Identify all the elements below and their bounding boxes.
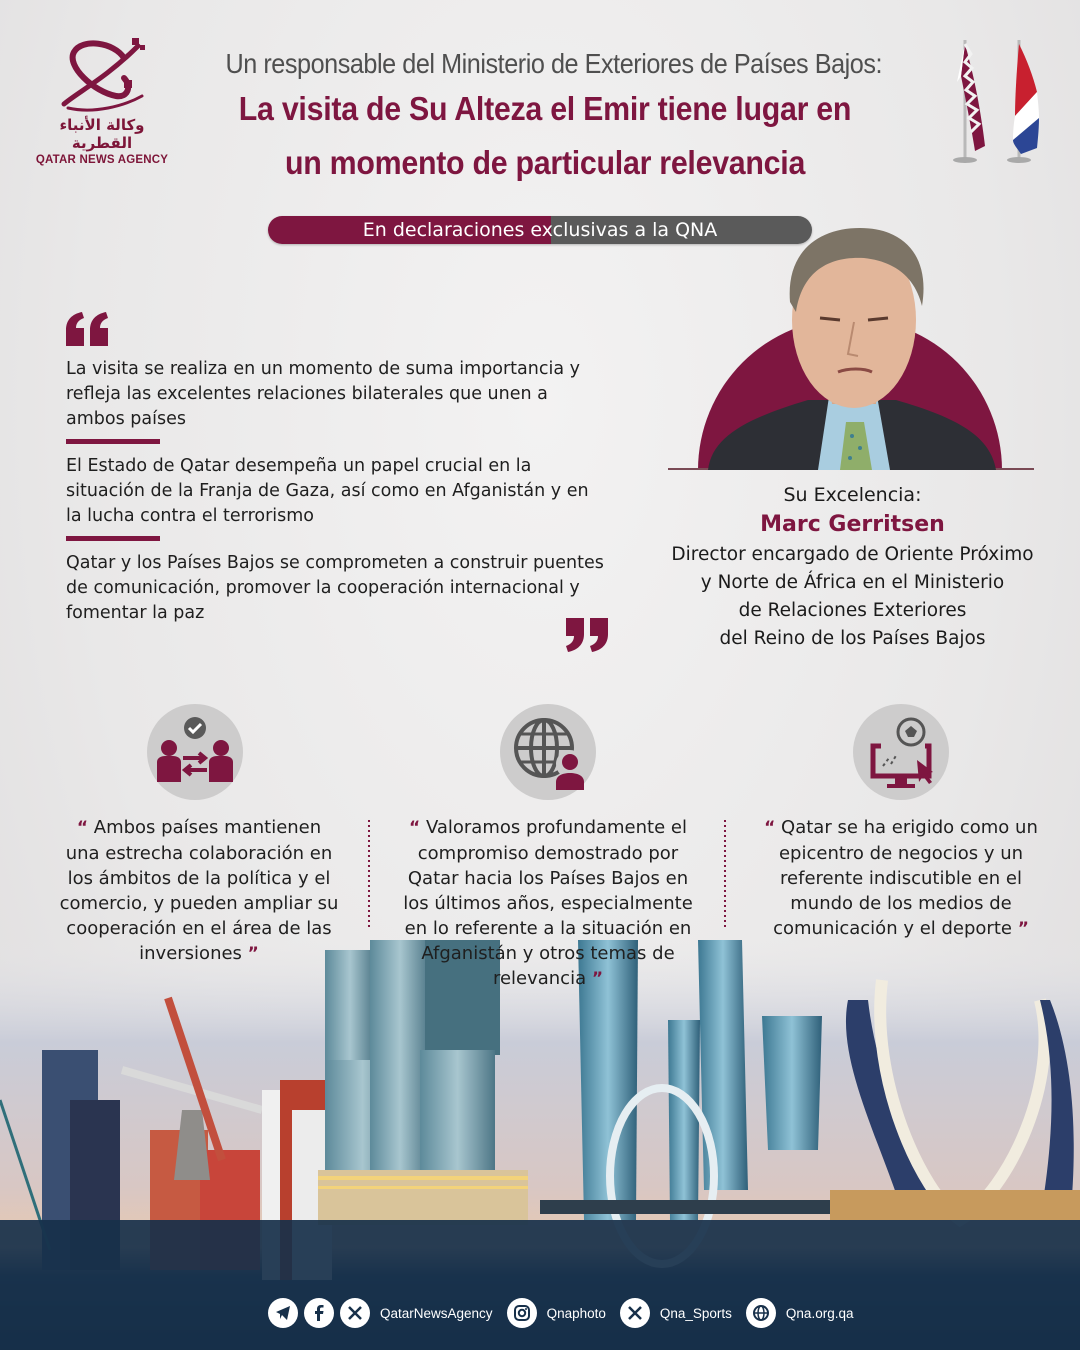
website-link[interactable]: Qna.org.qa: [785, 1305, 854, 1321]
close-quote-icon: ”: [247, 944, 259, 964]
globe-icon[interactable]: [746, 1298, 776, 1328]
media-sports-monitor-icon: [853, 704, 949, 800]
person-caption: [660, 481, 1045, 653]
x-icon[interactable]: [340, 1298, 370, 1328]
column-2-quote: Valoramos profundamente el compromiso demostrado por Qatar hacia los Países Bajos en los últimos años, especialmente en lo referente a la situación en Afganistán y otros temas de relevancia: [403, 817, 693, 989]
social-handle-qnaphoto[interactable]: Qnaphoto: [546, 1305, 606, 1321]
header-titles: [190, 48, 900, 188]
logo-text-arabic: وكالة الأنباء القطرية: [59, 116, 145, 152]
statement-divider: [66, 536, 160, 541]
column-3-quote: Qatar se ha erigido como un epicentro de negocios y un referente indiscutible en el mundo de los medios de comunicación y el deporte: [773, 817, 1038, 939]
close-quote-icon: ”: [1017, 919, 1029, 939]
portrait-marc-gerritsen: [668, 222, 1034, 472]
statement-1: La visita se realiza en un momento de suma importancia y refleja las excelentes relaciones bilaterales que unen a ambos países: [66, 359, 580, 429]
flags-qatar-netherlands: [935, 36, 1045, 166]
statement-divider: [66, 439, 160, 444]
social-handle-qna-sports[interactable]: Qna_Sports: [659, 1305, 732, 1321]
person-role-line-3: de Relaciones Exteriores: [738, 600, 967, 621]
column-1-text: [58, 815, 340, 967]
open-quote-icon: “: [76, 818, 89, 838]
column-separator: [724, 820, 726, 930]
close-quote-icon: ”: [591, 969, 604, 989]
qna-logo: [34, 34, 170, 166]
column-3-text: [762, 815, 1040, 942]
close-quote-icon: [562, 618, 612, 654]
person-role-line-1: Director encargado de Oriente Próximo: [671, 544, 1034, 565]
social-handle-qatarnewsagency[interactable]: QatarNewsAgency: [380, 1305, 493, 1321]
qna-emblem-icon: [54, 34, 150, 114]
instagram-icon[interactable]: [507, 1298, 537, 1328]
telegram-icon[interactable]: [268, 1298, 298, 1328]
person-honorific: Su Excelencia:: [783, 484, 922, 506]
open-quote-icon: [64, 312, 114, 348]
column-separator: [368, 820, 370, 930]
open-quote-icon: “: [409, 818, 421, 838]
subtitle: Un responsable del Ministerio de Exteriores de Países Bajos:: [225, 48, 883, 79]
facebook-icon[interactable]: [304, 1298, 334, 1328]
column-2-text: [398, 815, 698, 992]
open-quote-icon: “: [764, 818, 776, 838]
cooperation-exchange-icon: [147, 704, 243, 800]
skyline-illustration: [0, 940, 1080, 1350]
icon-media-circle: [853, 704, 949, 800]
headline-line-2: un momento de particular relevancia: [284, 144, 806, 181]
logo-text-english: QATAR NEWS AGENCY: [35, 154, 169, 166]
x-icon[interactable]: [620, 1298, 650, 1328]
social-footer: [268, 1296, 861, 1330]
statement-2: El Estado de Qatar desempeña un papel crucial en la situación de la Franja de Gaza, así como en Afganistán y en la lucha contra el terrorismo: [66, 456, 589, 526]
statement-3: Qatar y los Países Bajos se comprometen a construir puentes de comunicación, promover la cooperación internacional y fomentar la paz: [66, 553, 604, 623]
person-role-line-2: y Norte de África en el Ministerio: [700, 572, 1005, 593]
icon-cooperation-circle: [147, 704, 243, 800]
headline-line-1: La visita de Su Alteza el Emir tiene lugar en: [238, 90, 852, 127]
exclusive-banner: En declaraciones exclusivas a la QNA: [268, 216, 812, 244]
globe-person-icon: [500, 704, 596, 800]
column-1-quote: Ambos países mantienen una estrecha colaboración en los ámbitos de la política y el comercio, y pueden ampliar su cooperación en el área de las inversiones: [59, 817, 339, 964]
icon-globe-circle: [500, 704, 596, 800]
key-statements: [66, 357, 606, 626]
person-name: Marc Gerritsen: [760, 512, 945, 537]
person-role-line-4: del Reino de los Países Bajos: [719, 628, 986, 649]
